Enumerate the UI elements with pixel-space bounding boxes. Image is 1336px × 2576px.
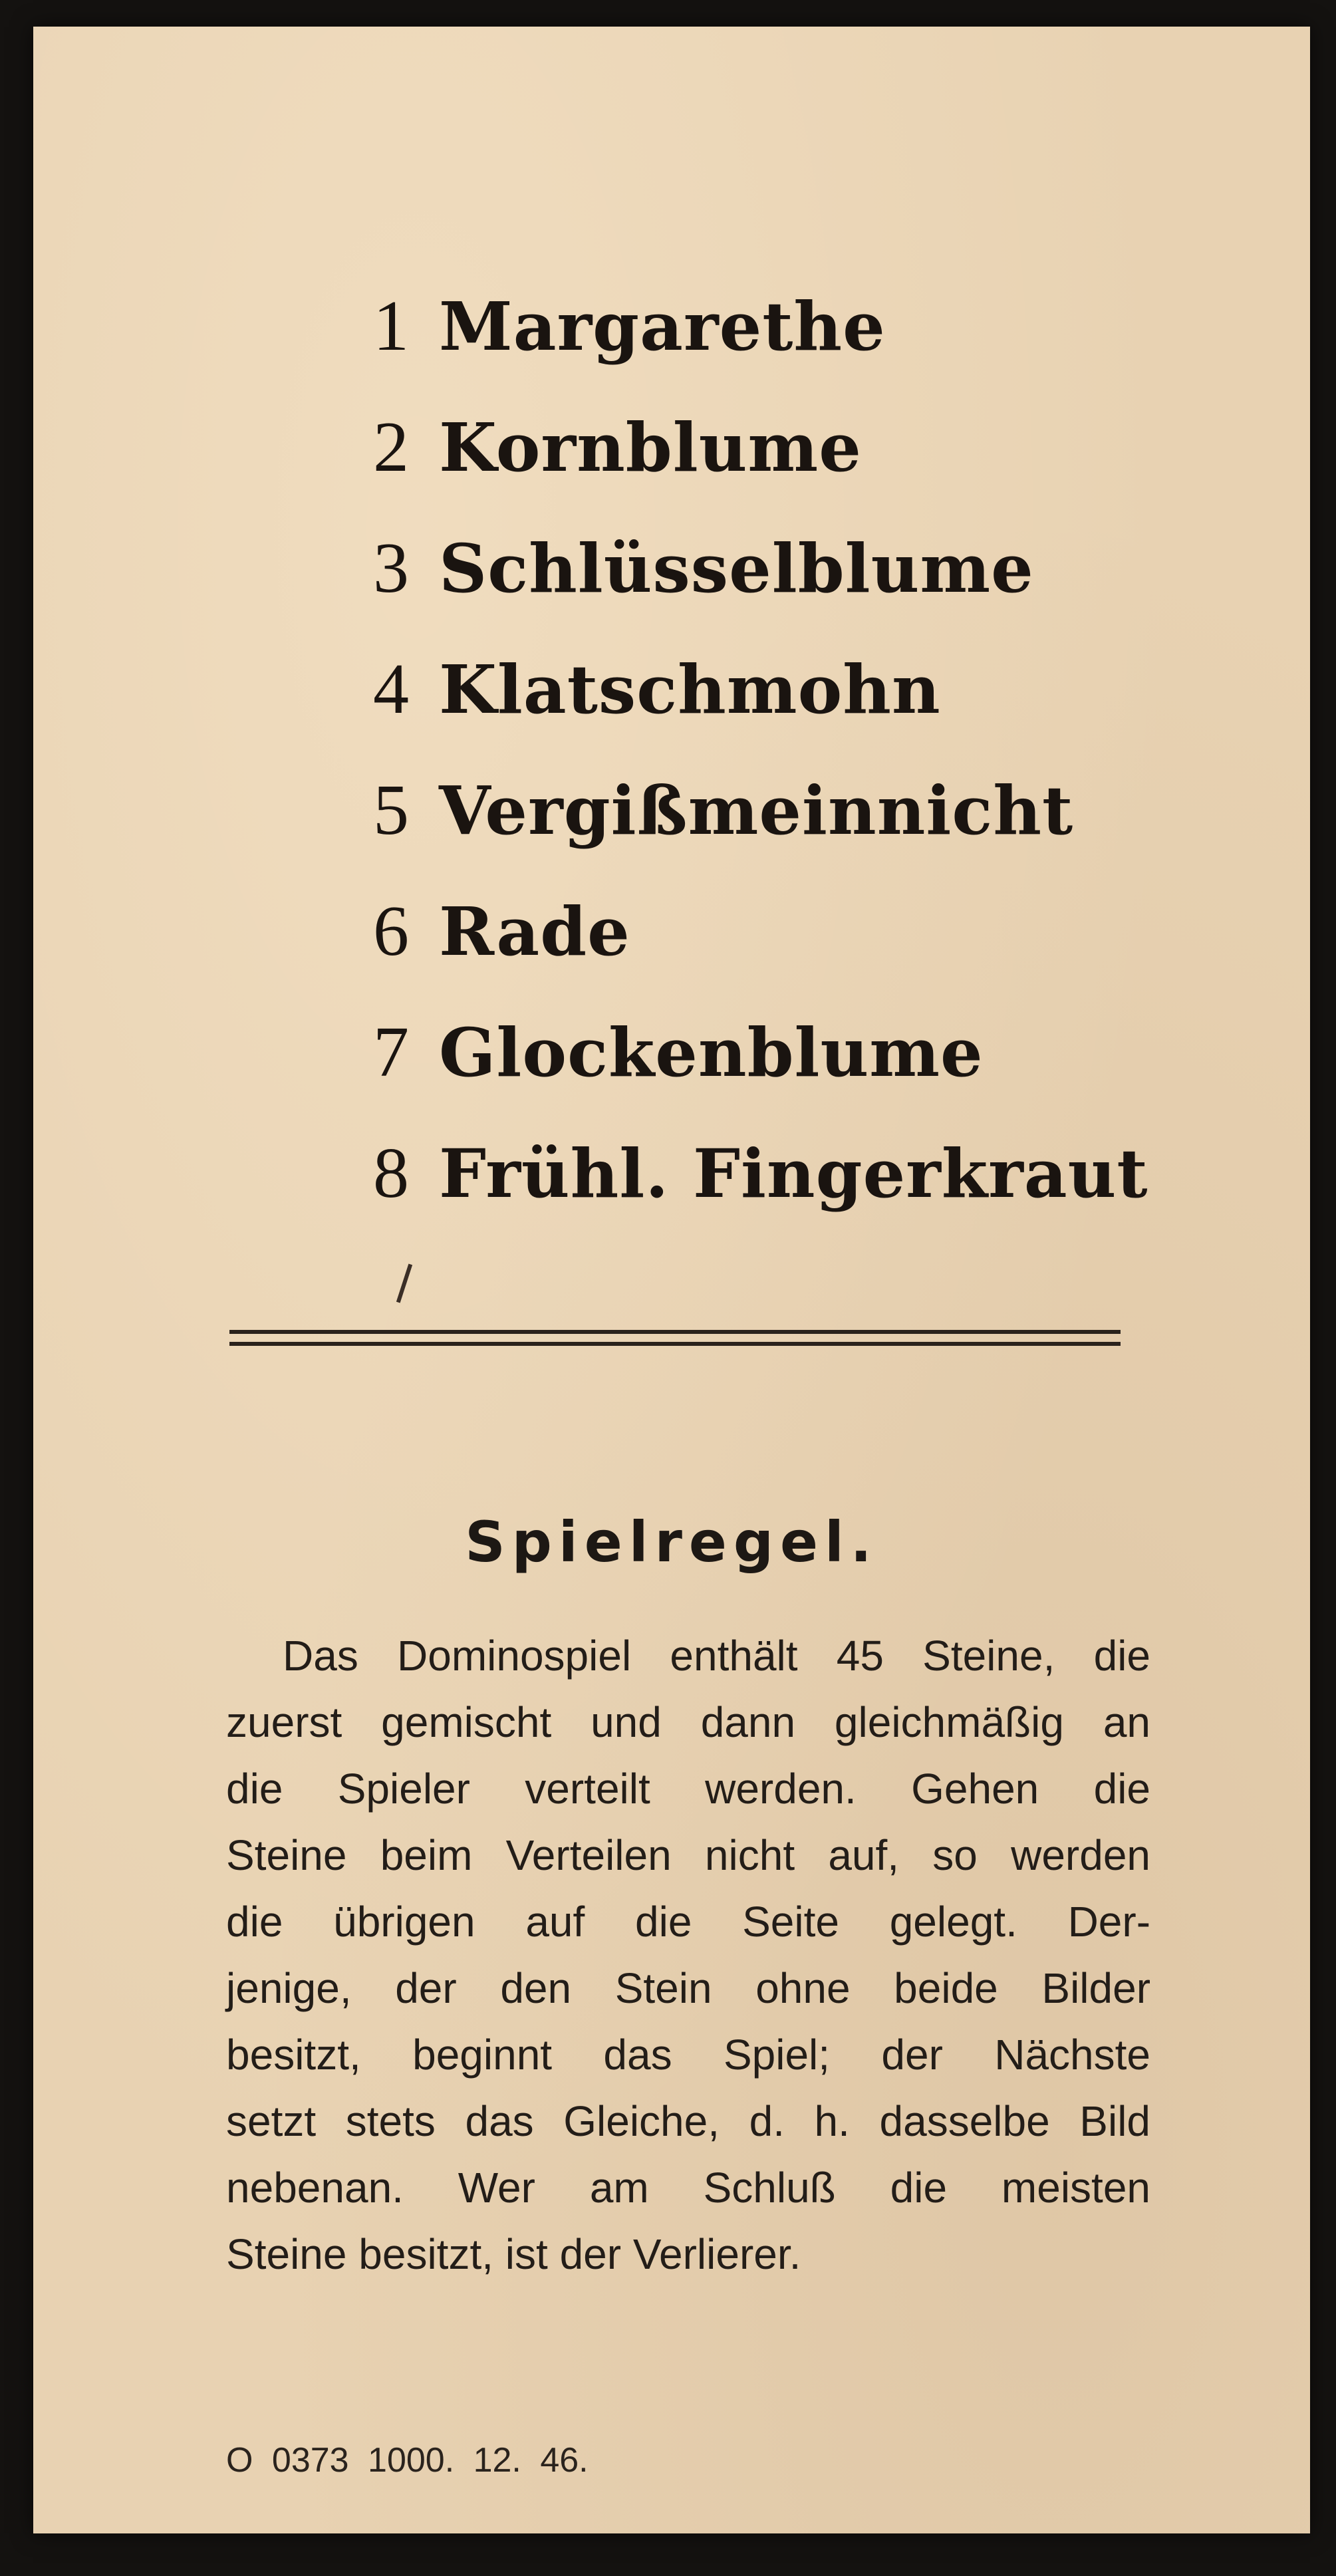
rules-paragraph	[226, 1622, 1150, 2287]
flower-item-2	[313, 387, 1177, 508]
rules-line: Steine besitzt, ist der Verlierer.	[226, 2230, 801, 2278]
double-rule-divider	[229, 1330, 1121, 1354]
flower-number: 4	[373, 650, 409, 729]
flower-item-7	[313, 992, 1177, 1113]
flower-list	[313, 266, 1177, 1234]
rules-line: die Spieler verteilt werden. Gehen die	[226, 1765, 1150, 1813]
flower-item-5	[313, 750, 1177, 871]
flower-number: 8	[373, 1134, 409, 1213]
flower-name: Schlüsselblume	[439, 529, 1034, 608]
flower-name: Vergißmeinnicht	[439, 771, 1074, 850]
flower-name: Glockenblume	[439, 1013, 984, 1092]
flower-number: 2	[373, 408, 409, 487]
rules-line: Das Dominospiel enthält 45 Steine, die	[283, 1632, 1150, 1680]
divider-line	[229, 1342, 1121, 1346]
divider-line	[229, 1330, 1121, 1334]
rules-line: setzt stets das Gleiche, d. h. dasselbe Bild	[226, 2097, 1150, 2145]
rules-line: nebenan. Wer am Schluß die meisten	[226, 2164, 1150, 2212]
pencil-mark	[396, 1264, 412, 1303]
rules-title: Spielregel.	[465, 1509, 878, 1575]
flower-name: Rade	[439, 892, 630, 971]
rules-line: zuerst gemischt und dann gleichmäßig an	[226, 1698, 1150, 1746]
flower-number: 3	[373, 529, 409, 608]
flower-item-1	[313, 266, 1177, 387]
rules-line: besitzt, beginnt das Spiel; der Nächste	[226, 2031, 1150, 2079]
flower-item-4	[313, 629, 1177, 750]
flower-item-3	[313, 508, 1177, 629]
rules-line: Steine beim Verteilen nicht auf, so werden	[226, 1831, 1150, 1879]
rules-line: die übrigen auf die Seite gelegt. Der-	[226, 1898, 1150, 1946]
flower-number: 5	[373, 771, 409, 850]
flower-name: Klatschmohn	[439, 650, 941, 729]
rule-card	[33, 27, 1310, 2533]
flower-number: 1	[373, 287, 409, 366]
flower-name: Margarethe	[439, 287, 886, 366]
flower-name: Kornblume	[439, 408, 862, 487]
flower-name: Frühl. Fingerkraut	[439, 1134, 1148, 1213]
flower-item-6	[313, 871, 1177, 992]
rules-line: jenige, der den Stein ohne beide Bilder	[226, 1964, 1150, 2012]
print-code: O 0373 1000. 12. 46.	[226, 2441, 589, 2480]
flower-number: 7	[373, 1013, 409, 1092]
flower-number: 6	[373, 892, 409, 971]
flower-item-8	[313, 1113, 1177, 1234]
